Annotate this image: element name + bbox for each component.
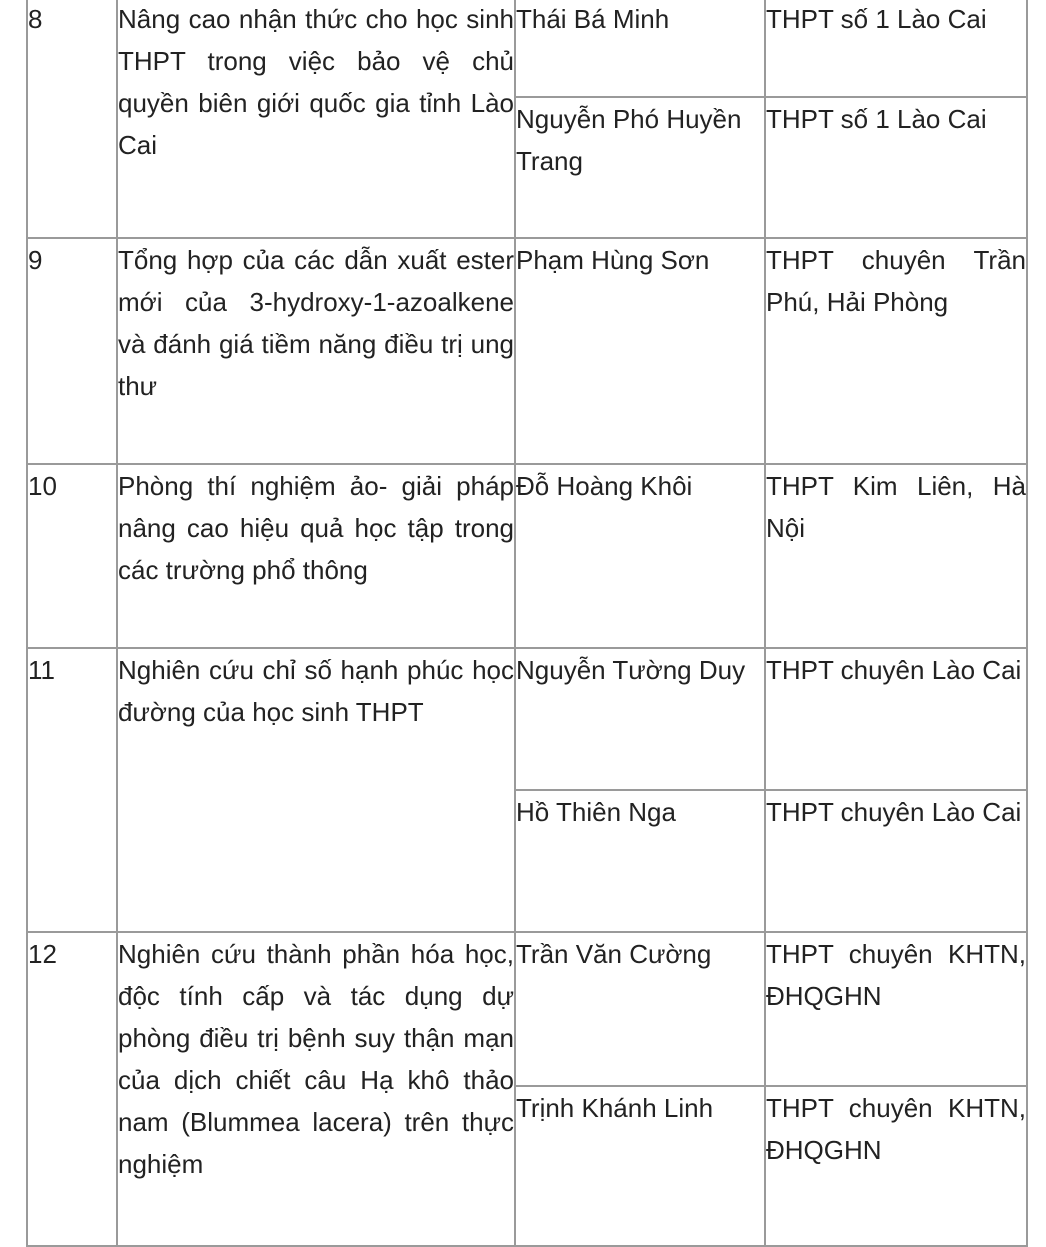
project-title: Nâng cao nhận thức cho học sinh THPT trong việc bảo vệ chủ quyền biên giới quốc gia tỉnh Lào Cai (117, 0, 515, 238)
school-name: THPT chuyên Lào Cai (765, 790, 1027, 932)
student-name: Nguyễn Tường Duy (515, 648, 765, 790)
table-row (27, 238, 1027, 464)
student-name: Đỗ Hoàng Khôi (515, 464, 765, 648)
student-name: Trịnh Khánh Linh (515, 1086, 765, 1246)
project-title: Phòng thí nghiệm ảo- giải pháp nâng cao hiệu quả học tập trong các trường phổ thông (117, 464, 515, 648)
table-row (27, 464, 1027, 648)
table-row (27, 932, 1027, 1086)
school-name: THPT chuyên KHTN, ĐHQGHN (765, 1086, 1027, 1246)
project-title: Tổng hợp của các dẫn xuất ester mới của 3-hydroxy-1-azoalkene và đánh giá tiềm năng điều trị ung thư (117, 238, 515, 464)
project-title: Nghiên cứu chỉ số hạnh phúc học đường của học sinh THPT (117, 648, 515, 932)
school-name: THPT chuyên KHTN, ĐHQGHN (765, 932, 1027, 1086)
school-name: THPT chuyên Lào Cai (765, 648, 1027, 790)
student-name: Thái Bá Minh (515, 0, 765, 97)
school-name: THPT số 1 Lào Cai (765, 97, 1027, 238)
row-number: 10 (27, 464, 117, 648)
table-row (27, 0, 1027, 97)
row-number: 11 (27, 648, 117, 932)
row-number: 12 (27, 932, 117, 1246)
student-name: Hồ Thiên Nga (515, 790, 765, 932)
student-name: Phạm Hùng Sơn (515, 238, 765, 464)
table-row (27, 648, 1027, 790)
row-number: 8 (27, 0, 117, 238)
student-name: Trần Văn Cường (515, 932, 765, 1086)
school-name: THPT chuyên Trần Phú, Hải Phòng (765, 238, 1027, 464)
research-projects-table (26, 0, 1028, 1247)
row-number: 9 (27, 238, 117, 464)
school-name: THPT Kim Liên, Hà Nội (765, 464, 1027, 648)
school-name: THPT số 1 Lào Cai (765, 0, 1027, 97)
student-name: Nguyễn Phó Huyền Trang (515, 97, 765, 238)
project-title: Nghiên cứu thành phần hóa học, độc tính cấp và tác dụng dự phòng điều trị bệnh suy thận mạn của dịch chiết câu Hạ khô thảo nam (Blummea lacera) trên thực nghiệm (117, 932, 515, 1246)
